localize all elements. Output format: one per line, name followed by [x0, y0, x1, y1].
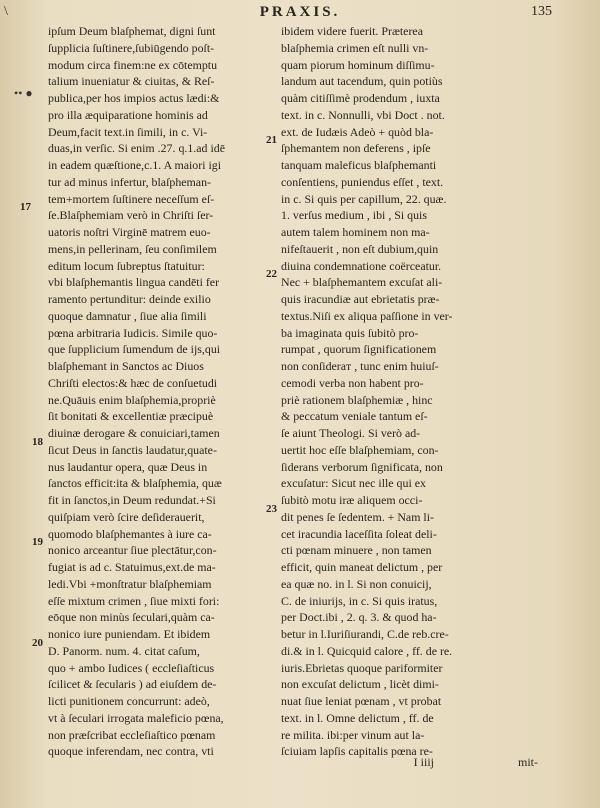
text-line: blaſphemant in Sanctos ac Diuos — [48, 359, 204, 373]
text-line: ſe aiunt Theologi. Si verò ad- — [281, 426, 421, 440]
catchword: mit- — [518, 755, 538, 769]
text-line: textus.Niſi ex aliqua paſſione in ver- — [281, 308, 453, 323]
text-line: pœna arbitraria Iudicis. Simile quo- — [48, 325, 218, 340]
text-line: ſphemantem non deferens , ipſe — [281, 141, 431, 156]
margin-number-17: 17 — [20, 201, 31, 213]
margin-number-23: 23 — [266, 503, 277, 515]
text-line: autem talem hominem non ma- — [281, 225, 430, 239]
text-line: nuat ſiue leniat pœnam , vt probat — [281, 694, 442, 708]
text-line: ba imaginata quis ſubitò pro- — [281, 325, 419, 340]
text-line: conſentiens, puniendus eſſet , text. — [281, 174, 444, 189]
text-line: ſiderans verborum ſignificata, non — [281, 459, 443, 474]
left-column — [48, 23, 274, 760]
text-line: ſupplicia ſuſtinere,ſubiūgendo poſt- — [48, 40, 215, 55]
text-line: uertit hoc eſſe blaſphemiam, con- — [281, 442, 439, 457]
text-line: blaſphemia crimen eſt nulli vn- — [281, 40, 429, 55]
text-line: ſe.Blaſphemiam verò in Chriſti ſer- — [48, 208, 214, 223]
text-line: priè rationem blaſphemiæ , hinc — [281, 392, 433, 407]
text-line: ſit bonitati & excellentiæ præcipuè — [48, 409, 214, 424]
text-line: re milita. ibi:per vinum aut la- — [281, 727, 425, 742]
text-line: non conſideraт , tunc enim huiuſ- — [281, 359, 439, 373]
text-line: quam piorum hominum diſſimu- — [281, 57, 435, 72]
text-line: ext. de Iudæis Adeò + quòd bla- — [281, 124, 434, 139]
page-number: 135 — [531, 4, 552, 19]
text-line: text. in l. Omne delictum , ff. de — [281, 710, 434, 725]
text-line: modum circa finem:ne ex cōtemptu — [48, 57, 218, 72]
text-line: quàm citiſſimè prodendum , iuxta — [281, 91, 440, 105]
text-line: rumpat , quorum ſignificationem — [281, 342, 437, 357]
text-line: cti pœnam minuere , non tamen — [281, 543, 432, 558]
text-line: text. in c. Nonnulli, vbi Doct . not. — [281, 107, 445, 122]
text-line: in eadem quæſtione,c.1. A maiori igi — [48, 158, 222, 172]
text-line: iuris.Ebrietas quoque pariformiter — [281, 660, 443, 675]
margin-number-22: 22 — [266, 268, 277, 280]
text-line: landum aut tacendum, quin potiùs — [281, 74, 443, 89]
text-line: nonico iure puniendam. Et ibidem — [48, 627, 211, 641]
text-line: ſcilicet & ſecularis ) ad eiuſdem de- — [48, 677, 217, 692]
text-line: eſſe mixtum crimen , ſiue mixti fori: — [48, 593, 220, 608]
text-line: ipſum Deum blaſphemat, digni ſunt — [48, 24, 216, 38]
text-line: per Doct.ibi , 2. q. 3. & quod ha- — [281, 610, 437, 625]
text-line: eōque non minùs ſeculari,quàm ca- — [48, 610, 215, 625]
margin-number-20: 20 — [32, 637, 43, 649]
text-line: editum locum ſubreptus ſtatuitur: — [48, 258, 205, 273]
signature-mark: I iiij — [413, 755, 434, 769]
text-line: cemodi verba non habent pro- — [281, 375, 424, 390]
text-line: quiſpiam verò ſcire deſiderauerit, — [48, 509, 205, 524]
text-line: que ſupplicium ſumendum de ijs,qui — [48, 342, 221, 357]
text-line: & peccatum veniale tantum eſ- — [281, 409, 428, 424]
margin-number-21: 21 — [266, 134, 277, 146]
text-line: Deum,facit text.in ſimili, in c. Vi- — [48, 124, 208, 139]
text-line: uatoris noſtri Virginē matrem euo- — [48, 225, 211, 239]
text-line: quoque inferendam, nec contra, vti — [48, 744, 214, 759]
text-line: ſubitò motu iræ aliquem occi- — [281, 493, 423, 507]
text-line: D. Panorm. num. 4. citat caſum, — [48, 643, 200, 658]
text-line: ea quæ no. in l. Si non conuicij, — [281, 576, 432, 591]
text-line: quomodo blaſphemantes à iure ca- — [48, 526, 212, 541]
text-line: non excuſat delictum , licèt dimi- — [281, 677, 439, 692]
text-line: duas,in verſic. Si enim .27. q.1.ad idē — [48, 141, 226, 156]
text-line: nus laudantur opera, quæ Deus in — [48, 459, 208, 474]
text-line: publica,per hos impios actus lædi:& — [48, 91, 220, 105]
margin-number-19: 19 — [32, 536, 43, 548]
footer-line — [414, 755, 538, 770]
text-line: 1. verſus medium , ibi , Si quis — [281, 208, 427, 223]
text-line: talium inueniatur & ciuitas, & Reſ- — [48, 74, 215, 89]
text-line: tur ad minus infertur, blaſpheman- — [48, 174, 211, 189]
text-line: fit in ſanctos,in Deum redundat.+Si — [48, 493, 216, 507]
text-line: mens,in pellerinam, ſeu conſimilem — [48, 241, 217, 256]
text-line: ſicut Deus in ſanctis laudatur,quate- — [48, 442, 217, 457]
text-line: ſanctos efficit:ita & blaſphemia, quæ — [48, 476, 222, 491]
text-line: diuina condemnatione coërceatur. — [281, 258, 442, 273]
text-line: C. de iniurijs, in c. Si quis iratus, — [281, 593, 438, 608]
text-line: diuinæ derogare & conuiciari,tamen — [48, 426, 220, 440]
text-line: licti punitionem concurrunt: adeò, — [48, 694, 210, 708]
text-line: di.& in l. Quicquid calore , ff. de re. — [281, 643, 453, 658]
text-line: pro illa æquiparatione hominis ad — [48, 107, 208, 122]
text-line: quo + ambo Iudices ( eccleſiaſticus — [48, 660, 215, 675]
text-line: Nec + blaſphemantem excuſat ali- — [281, 275, 443, 290]
text-line: quis iracundiæ aut ebrietatis præ- — [281, 292, 440, 306]
corner-mark: \ — [4, 4, 8, 19]
text-line: fugiat is ad c. Statuimus,ext.de ma- — [48, 560, 216, 574]
text-line: ſciuiam lapſis capitalis pœna re- — [281, 744, 433, 759]
text-line: betur in l.Iuriſiurandi, C.de reb.cre- — [281, 627, 449, 641]
page-title: PRAXIS. — [259, 4, 341, 20]
margin-number-18: 18 — [32, 436, 43, 448]
text-line: vbi blaſphemantis lingua candēti fer — [48, 275, 220, 290]
text-line: nonico arceantur ſiue plectātur,con- — [48, 543, 217, 558]
text-line: ledi.Vbi +monſtratur blaſphemiam — [48, 576, 212, 591]
text-line: cet iracundia laceſſita ſoleat deli- — [281, 526, 437, 541]
text-line: excuſatur: Sicut nec ille qui ex — [281, 476, 426, 491]
text-line: vt à ſeculari irrogata maleficio pœna, — [48, 710, 224, 725]
text-line: in c. Si quis per capillum, 22. quæ. — [281, 191, 447, 206]
text-line: ne.Quāuis enim blaſphemia,propriè — [48, 392, 216, 407]
text-line: non præſcribat eccleſiaſtico pœnam — [48, 727, 216, 742]
text-line: quoque damnatur , ſiue alia ſimili — [48, 308, 207, 323]
text-line: tem+mortem ſuſtinere neceſſum eſ- — [48, 191, 215, 206]
text-line: ramento pertunditur: deinde exilio — [48, 292, 211, 306]
text-line: efficit, quin maneat delictum , per — [281, 560, 443, 574]
text-line: nifeſtauerit , non eſt dubium,quin — [281, 241, 439, 256]
text-line: ibidem videre fuerit. Præterea — [281, 24, 423, 38]
text-line: Chriſti electos:& hæc de conſuetudi — [48, 375, 218, 390]
text-line: tanquam maleficus blaſphemanti — [281, 158, 437, 172]
text-line: dit penes ſe ſedentem. + Nam li- — [281, 509, 434, 524]
right-column — [281, 23, 545, 760]
margin-ornament: •• ● — [14, 86, 33, 100]
